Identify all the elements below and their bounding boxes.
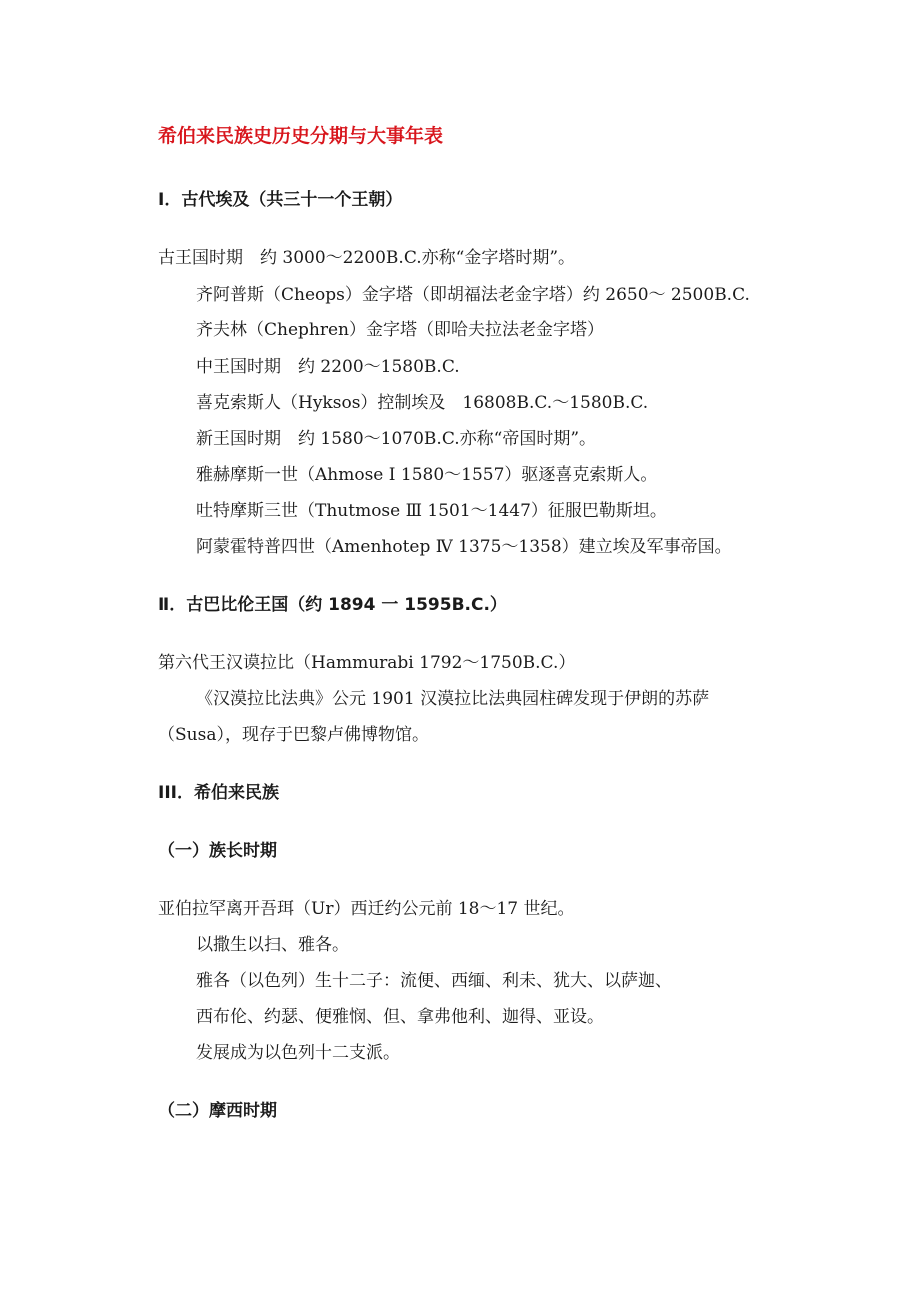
section-heading-hebrew: III．希伯来民族: [158, 783, 279, 803]
paragraph-line: 阿蒙霍特普四世（Amenhotep Ⅳ 1375～1358）建立埃及军事帝国。: [196, 537, 732, 557]
paragraph-line: 新王国时期 约 1580～1070B.C.亦称“帝国时期”。: [196, 429, 597, 449]
document-title: 希伯来民族史历史分期与大事年表: [158, 125, 444, 147]
paragraph-line: 《汉漠拉比法典》公元 1901 汉漠拉比法典园柱碑发现于伊朗的苏萨: [196, 689, 710, 709]
paragraph-line: 第六代王汉谟拉比（Hammurabi 1792～1750B.C.）: [158, 653, 576, 673]
paragraph-line: 齐阿普斯（Cheops）金字塔（即胡福法老金字塔）约 2650～ 2500B.C.: [196, 285, 750, 305]
paragraph-line: 雅赫摩斯一世（Ahmose Ⅰ 1580～1557）驱逐喜克索斯人。: [196, 465, 658, 485]
paragraph-line: 吐特摩斯三世（Thutmose Ⅲ 1501～1447）征服巴勒斯坦。: [196, 501, 667, 521]
paragraph-line: 古王国时期 约 3000～2200B.C.亦称“金字塔时期”。: [158, 248, 576, 268]
paragraph-line: 以撒生以扫、雅各。: [196, 935, 349, 955]
paragraph-line: 喜克索斯人（Hyksos）控制埃及 16808B.C.～1580B.C.: [196, 393, 649, 413]
section-heading-babylon: Ⅱ．古巴比伦王国（约 1894 一 1595B.C.）: [158, 595, 507, 615]
paragraph-line: 发展成为以色列十二支派。: [196, 1043, 400, 1063]
subsection-heading-patriarchs: （一）族长时期: [158, 841, 277, 861]
subsection-heading-moses: （二）摩西时期: [158, 1101, 277, 1121]
section-heading-egypt: Ⅰ．古代埃及（共三十一个王朝）: [158, 190, 403, 210]
paragraph-line: 中王国时期 约 2200～1580B.C.: [196, 357, 460, 377]
paragraph-line: （Susa），现存于巴黎卢佛博物馆。: [158, 725, 429, 745]
paragraph-line: 雅各（以色列）生十二子：流便、西缅、利未、犹大、以萨迦、: [196, 971, 672, 991]
paragraph-line: 齐夫林（Chephren）金字塔（即哈夫拉法老金字塔）: [196, 320, 604, 340]
paragraph-line: 西布伦、约瑟、便雅悯、但、拿弗他利、迦得、亚设。: [196, 1007, 604, 1027]
paragraph-line: 亚伯拉罕离开吾珥（Ur）西迁约公元前 18～17 世纪。: [158, 899, 575, 919]
